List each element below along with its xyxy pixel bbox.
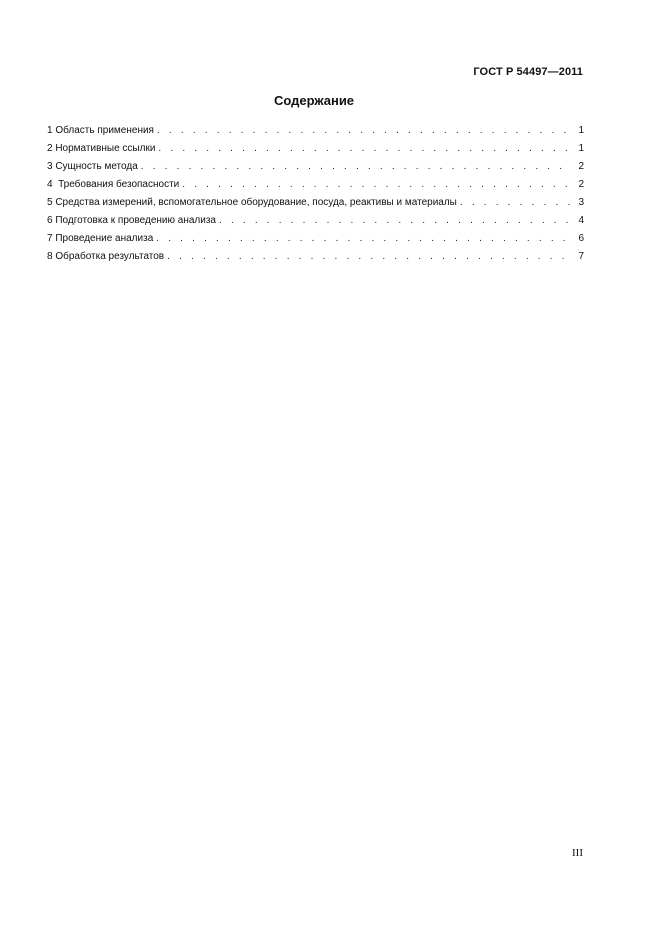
- toc-item-scope[interactable]: [47, 122, 584, 140]
- toc-leader-dots: [141, 158, 572, 176]
- page-number: III: [572, 847, 583, 859]
- toc-item-page: 1: [578, 125, 584, 136]
- toc-item-label: 1 Область применения: [47, 125, 154, 136]
- toc-item-analysis-preparation[interactable]: [47, 212, 584, 230]
- toc-item-label: 8 Обработка результатов: [47, 251, 165, 262]
- toc-leader-dots: [182, 176, 572, 194]
- toc-leader-dots: [158, 140, 572, 158]
- toc-item-page: 2: [578, 161, 584, 172]
- toc-item-page: 4: [578, 215, 584, 226]
- toc-leader-dots: [157, 122, 572, 140]
- toc-item-page: 7: [578, 251, 584, 262]
- toc-item-label: 4 Требования безопасности: [47, 179, 180, 190]
- toc-item-page: 2: [578, 179, 584, 190]
- toc-title: Содержание: [273, 93, 355, 108]
- table-of-contents: [47, 122, 584, 266]
- toc-item-normative-references[interactable]: [47, 140, 584, 158]
- toc-item-label: 7 Проведение анализа: [47, 233, 154, 244]
- toc-item-analysis-procedure[interactable]: [47, 230, 584, 248]
- toc-leader-dots: [156, 230, 572, 248]
- toc-item-measuring-instruments[interactable]: [47, 194, 584, 212]
- toc-item-label: 6 Подготовка к проведению анализа: [47, 215, 216, 226]
- toc-item-label: 2 Нормативные ссылки: [47, 143, 156, 154]
- document-code: ГОСТ Р 54497—2011: [473, 66, 583, 78]
- toc-item-results-processing[interactable]: [47, 248, 584, 266]
- toc-item-page: 3: [578, 197, 584, 208]
- toc-item-page: 1: [578, 143, 584, 154]
- toc-leader-dots: [167, 248, 572, 266]
- toc-item-label: 5 Средства измерений, вспомогательное оборудование, посуда, реактивы и материалы: [47, 197, 457, 208]
- toc-leader-dots: [460, 194, 572, 212]
- toc-leader-dots: [219, 212, 572, 230]
- toc-item-method-essence[interactable]: [47, 158, 584, 176]
- toc-item-label: 3 Сущность метода: [47, 161, 138, 172]
- toc-item-safety-requirements[interactable]: [47, 176, 584, 194]
- toc-item-page: 6: [578, 233, 584, 244]
